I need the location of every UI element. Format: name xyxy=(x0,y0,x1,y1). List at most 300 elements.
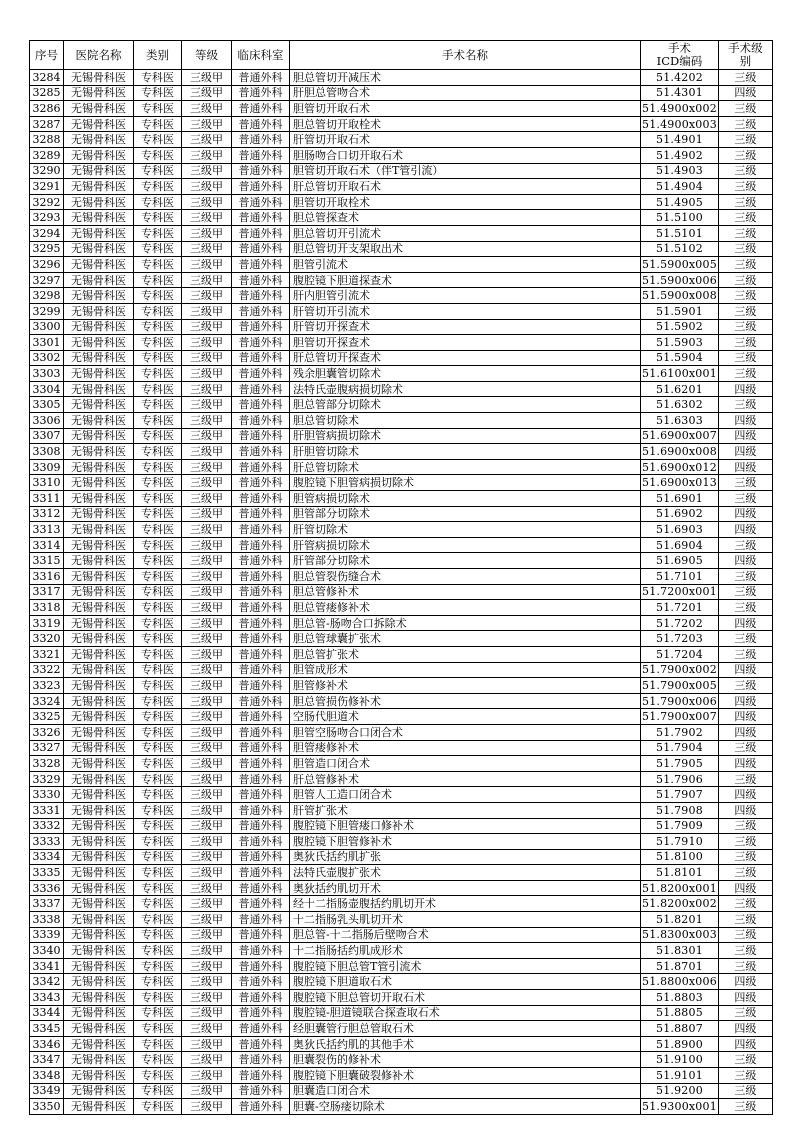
cell-hospital: 无锡骨科医 xyxy=(64,709,134,725)
cell-seq: 3326 xyxy=(30,724,64,740)
cell-surgery-name: 十二指肠乳头肌切开术 xyxy=(290,912,641,928)
cell-level: 三级甲 xyxy=(182,787,232,803)
cell-grade: 三级 xyxy=(718,537,772,553)
table-header xyxy=(30,41,773,70)
cell-category: 专科医 xyxy=(134,584,182,600)
cell-surgery-name: 肝胆管切除术 xyxy=(290,444,641,460)
cell-level: 三级甲 xyxy=(182,740,232,756)
cell-category: 专科医 xyxy=(134,865,182,881)
table-row xyxy=(30,272,773,288)
cell-surgery-name: 胆总管损伤修补术 xyxy=(290,693,641,709)
cell-level: 三级甲 xyxy=(182,927,232,943)
cell-department: 普通外科 xyxy=(232,272,290,288)
table-row xyxy=(30,132,773,148)
cell-hospital: 无锡骨科医 xyxy=(64,1099,134,1115)
cell-surgery-name: 胆总管探查术 xyxy=(290,210,641,226)
cell-surgery-name: 胆总管部分切除术 xyxy=(290,397,641,413)
cell-category: 专科医 xyxy=(134,631,182,647)
cell-icd-code: 51.6900x013 xyxy=(642,476,717,490)
cell-icd-code: 51.8800x006 xyxy=(642,975,717,989)
cell-hospital: 无锡骨科医 xyxy=(64,194,134,210)
cell-department: 普通外科 xyxy=(232,101,290,117)
cell-icd-code: 51.6902 xyxy=(641,506,719,522)
cell-seq: 3285 xyxy=(30,85,64,101)
cell-hospital: 无锡骨科医 xyxy=(64,740,134,756)
table-row xyxy=(30,475,773,491)
cell-seq: 3341 xyxy=(30,958,64,974)
table-row xyxy=(30,257,773,273)
cell-icd-code: 51.8701 xyxy=(641,958,719,974)
cell-hospital: 无锡骨科医 xyxy=(64,1068,134,1084)
cell-seq: 3321 xyxy=(30,646,64,662)
cell-level: 三级甲 xyxy=(182,319,232,335)
table-row xyxy=(30,818,773,834)
cell-grade: 三级 xyxy=(718,1068,772,1084)
cell-category: 专科医 xyxy=(134,288,182,304)
cell-department: 普通外科 xyxy=(232,444,290,460)
cell-department: 普通外科 xyxy=(232,397,290,413)
cell-seq: 3284 xyxy=(30,70,64,86)
cell-surgery-name: 胆总管切开引流术 xyxy=(290,225,641,241)
cell-seq: 3307 xyxy=(30,428,64,444)
cell-surgery-name: 胆总管修补术 xyxy=(290,584,641,600)
cell-level: 三级甲 xyxy=(182,880,232,896)
cell-surgery-name: 胆囊造口闭合术 xyxy=(290,1083,641,1099)
cell-icd-code: 51.6302 xyxy=(641,397,719,413)
cell-seq: 3347 xyxy=(30,1052,64,1068)
cell-seq: 3316 xyxy=(30,569,64,585)
cell-surgery-name: 肝管扩张术 xyxy=(290,802,641,818)
cell-icd-code: 51.8805 xyxy=(641,1005,719,1021)
cell-surgery-name: 腹腔镜下胆道探查术 xyxy=(290,272,641,288)
cell-category: 专科医 xyxy=(134,366,182,382)
cell-icd-code: 51.9200 xyxy=(641,1083,719,1099)
cell-department: 普通外科 xyxy=(232,1036,290,1052)
cell-category: 专科医 xyxy=(134,724,182,740)
cell-surgery-name: 肝总管切开取石术 xyxy=(290,179,641,195)
cell-level: 三级甲 xyxy=(182,849,232,865)
cell-seq: 3319 xyxy=(30,615,64,631)
cell-grade: 三级 xyxy=(718,834,772,850)
cell-grade: 四级 xyxy=(718,756,772,772)
cell-grade: 三级 xyxy=(718,194,772,210)
cell-department: 普通外科 xyxy=(232,319,290,335)
cell-grade: 三级 xyxy=(718,303,772,319)
cell-hospital: 无锡骨科医 xyxy=(64,678,134,694)
cell-hospital: 无锡骨科医 xyxy=(64,179,134,195)
cell-seq: 3350 xyxy=(30,1099,64,1115)
cell-level: 三级甲 xyxy=(182,912,232,928)
cell-hospital: 无锡骨科医 xyxy=(64,303,134,319)
cell-level: 三级甲 xyxy=(182,865,232,881)
cell-icd-code: 51.5904 xyxy=(641,350,719,366)
table-row xyxy=(30,771,773,787)
cell-icd-code: 51.4900x002 xyxy=(642,101,717,115)
cell-seq: 3306 xyxy=(30,413,64,429)
cell-category: 专科医 xyxy=(134,771,182,787)
table-row xyxy=(30,491,773,507)
cell-seq: 3333 xyxy=(30,834,64,850)
cell-hospital: 无锡骨科医 xyxy=(64,912,134,928)
cell-level: 三级甲 xyxy=(182,350,232,366)
cell-category: 专科医 xyxy=(134,834,182,850)
table-row xyxy=(30,912,773,928)
cell-hospital: 无锡骨科医 xyxy=(64,927,134,943)
cell-surgery-name: 肝胆管病损切除术 xyxy=(290,428,641,444)
cell-surgery-name: 胆总管切开取栓术 xyxy=(290,116,641,132)
table-row xyxy=(30,865,773,881)
cell-surgery-name: 胆囊-空肠瘘切除术 xyxy=(290,1099,641,1115)
cell-icd-code: 51.4900x003 xyxy=(642,117,717,131)
cell-grade: 四级 xyxy=(718,662,772,678)
cell-seq: 3315 xyxy=(30,553,64,569)
cell-seq: 3303 xyxy=(30,366,64,382)
cell-grade: 三级 xyxy=(718,927,772,943)
table-row xyxy=(30,537,773,553)
cell-category: 专科医 xyxy=(134,943,182,959)
cell-category: 专科医 xyxy=(134,116,182,132)
cell-seq: 3313 xyxy=(30,522,64,538)
cell-category: 专科医 xyxy=(134,459,182,475)
cell-grade: 三级 xyxy=(718,101,772,117)
cell-level: 三级甲 xyxy=(182,1052,232,1068)
cell-category: 专科医 xyxy=(134,210,182,226)
cell-grade: 三级 xyxy=(718,288,772,304)
cell-category: 专科医 xyxy=(134,818,182,834)
cell-icd-code: 51.4202 xyxy=(641,70,719,86)
header-row xyxy=(30,41,773,70)
cell-level: 三级甲 xyxy=(182,693,232,709)
cell-surgery-name: 经十二指肠壶腹括约肌切开术 xyxy=(290,896,641,912)
cell-department: 普通外科 xyxy=(232,880,290,896)
cell-hospital: 无锡骨科医 xyxy=(64,662,134,678)
cell-level: 三级甲 xyxy=(182,771,232,787)
cell-grade: 四级 xyxy=(718,381,772,397)
cell-surgery-name: 胆总管-肠吻合口拆除术 xyxy=(290,615,641,631)
cell-department: 普通外科 xyxy=(232,600,290,616)
cell-department: 普通外科 xyxy=(232,787,290,803)
cell-grade: 四级 xyxy=(718,880,772,896)
cell-category: 专科医 xyxy=(134,600,182,616)
header-department: 临床科室 xyxy=(232,41,290,70)
cell-level: 三级甲 xyxy=(182,990,232,1006)
cell-icd-code: 51.8201 xyxy=(641,912,719,928)
cell-hospital: 无锡骨科医 xyxy=(64,257,134,273)
cell-icd-code: 51.5900x008 xyxy=(642,289,717,303)
cell-department: 普通外科 xyxy=(232,958,290,974)
cell-grade: 三级 xyxy=(718,241,772,257)
table-row xyxy=(30,880,773,896)
cell-level: 三级甲 xyxy=(182,724,232,740)
cell-grade: 三级 xyxy=(718,631,772,647)
cell-icd-code: 51.8200x001 xyxy=(642,881,717,895)
cell-level: 三级甲 xyxy=(182,678,232,694)
cell-department: 普通外科 xyxy=(232,506,290,522)
cell-department: 普通外科 xyxy=(232,1068,290,1084)
cell-category: 专科医 xyxy=(134,397,182,413)
cell-department: 普通外科 xyxy=(232,241,290,257)
cell-department: 普通外科 xyxy=(232,537,290,553)
cell-department: 普通外科 xyxy=(232,1099,290,1115)
cell-department: 普通外科 xyxy=(232,818,290,834)
cell-grade: 四级 xyxy=(718,85,772,101)
cell-department: 普通外科 xyxy=(232,288,290,304)
cell-grade: 三级 xyxy=(718,147,772,163)
cell-surgery-name: 胆管切开取栓术 xyxy=(290,194,641,210)
cell-department: 普通外科 xyxy=(232,522,290,538)
cell-seq: 3297 xyxy=(30,272,64,288)
cell-category: 专科医 xyxy=(134,272,182,288)
cell-surgery-name: 胆管瘘修补术 xyxy=(290,740,641,756)
cell-level: 三级甲 xyxy=(182,1083,232,1099)
cell-hospital: 无锡骨科医 xyxy=(64,771,134,787)
header-grade: 手术级 别 xyxy=(718,41,772,70)
cell-category: 专科医 xyxy=(134,444,182,460)
cell-seq: 3289 xyxy=(30,147,64,163)
table-row xyxy=(30,615,773,631)
cell-hospital: 无锡骨科医 xyxy=(64,428,134,444)
cell-icd-code: 51.4901 xyxy=(641,132,719,148)
cell-level: 三级甲 xyxy=(182,943,232,959)
cell-department: 普通外科 xyxy=(232,132,290,148)
cell-level: 三级甲 xyxy=(182,818,232,834)
cell-grade: 三级 xyxy=(718,740,772,756)
cell-grade: 三级 xyxy=(718,1005,772,1021)
cell-surgery-name: 胆总管瘘修补术 xyxy=(290,600,641,616)
cell-level: 三级甲 xyxy=(182,444,232,460)
cell-category: 专科医 xyxy=(134,693,182,709)
cell-grade: 三级 xyxy=(718,896,772,912)
table-row xyxy=(30,569,773,585)
cell-surgery-name: 胆管切开取石术 xyxy=(290,101,641,117)
cell-seq: 3310 xyxy=(30,475,64,491)
cell-department: 普通外科 xyxy=(232,943,290,959)
cell-category: 专科医 xyxy=(134,1068,182,1084)
cell-seq: 3308 xyxy=(30,444,64,460)
cell-grade: 三级 xyxy=(718,771,772,787)
table-row xyxy=(30,366,773,382)
table-row xyxy=(30,974,773,990)
cell-surgery-name: 腹腔镜下胆管修补术 xyxy=(290,834,641,850)
cell-icd-code: 51.8301 xyxy=(641,943,719,959)
table-row xyxy=(30,428,773,444)
cell-department: 普通外科 xyxy=(232,116,290,132)
cell-category: 专科医 xyxy=(134,257,182,273)
cell-seq: 3332 xyxy=(30,818,64,834)
cell-icd-code: 51.7203 xyxy=(641,631,719,647)
table-row xyxy=(30,927,773,943)
cell-hospital: 无锡骨科医 xyxy=(64,491,134,507)
cell-icd-code: 51.7101 xyxy=(641,569,719,585)
cell-category: 专科医 xyxy=(134,1036,182,1052)
cell-category: 专科医 xyxy=(134,678,182,694)
cell-department: 普通外科 xyxy=(232,303,290,319)
cell-grade: 三级 xyxy=(718,678,772,694)
table-row xyxy=(30,241,773,257)
table-row xyxy=(30,1021,773,1037)
cell-hospital: 无锡骨科医 xyxy=(64,896,134,912)
cell-hospital: 无锡骨科医 xyxy=(64,506,134,522)
table-row xyxy=(30,116,773,132)
cell-grade: 三级 xyxy=(718,116,772,132)
cell-grade: 四级 xyxy=(718,553,772,569)
cell-hospital: 无锡骨科医 xyxy=(64,163,134,179)
cell-surgery-name: 胆总管切除术 xyxy=(290,413,641,429)
cell-grade: 三级 xyxy=(718,958,772,974)
cell-hospital: 无锡骨科医 xyxy=(64,958,134,974)
table-row xyxy=(30,678,773,694)
cell-department: 普通外科 xyxy=(232,631,290,647)
table-row xyxy=(30,413,773,429)
cell-level: 三级甲 xyxy=(182,85,232,101)
cell-seq: 3300 xyxy=(30,319,64,335)
cell-surgery-name: 肝胆总管吻合术 xyxy=(290,85,641,101)
cell-seq: 3286 xyxy=(30,101,64,117)
cell-icd-code: 51.6900x007 xyxy=(642,429,717,443)
cell-level: 三级甲 xyxy=(182,584,232,600)
cell-level: 三级甲 xyxy=(182,179,232,195)
cell-icd-code: 51.8300x003 xyxy=(642,928,717,942)
table-row xyxy=(30,1083,773,1099)
table-row xyxy=(30,179,773,195)
cell-level: 三级甲 xyxy=(182,428,232,444)
cell-department: 普通外科 xyxy=(232,257,290,273)
cell-icd-code: 51.6900x012 xyxy=(642,460,717,474)
cell-category: 专科医 xyxy=(134,709,182,725)
cell-icd-code: 51.7910 xyxy=(641,834,719,850)
table-row xyxy=(30,459,773,475)
cell-department: 普通外科 xyxy=(232,553,290,569)
cell-category: 专科医 xyxy=(134,569,182,585)
cell-surgery-name: 胆总管裂伤缝合术 xyxy=(290,569,641,585)
table-row xyxy=(30,210,773,226)
cell-surgery-name: 腹腔镜下胆道取石术 xyxy=(290,974,641,990)
cell-hospital: 无锡骨科医 xyxy=(64,319,134,335)
cell-hospital: 无锡骨科医 xyxy=(64,756,134,772)
cell-hospital: 无锡骨科医 xyxy=(64,646,134,662)
cell-surgery-name: 胆管部分切除术 xyxy=(290,506,641,522)
cell-department: 普通外科 xyxy=(232,381,290,397)
cell-icd-code: 51.7908 xyxy=(641,802,719,818)
cell-surgery-name: 胆管造口闭合术 xyxy=(290,756,641,772)
cell-level: 三级甲 xyxy=(182,288,232,304)
cell-level: 三级甲 xyxy=(182,646,232,662)
cell-department: 普通外科 xyxy=(232,912,290,928)
cell-icd-code: 51.7200x001 xyxy=(642,585,717,599)
cell-hospital: 无锡骨科医 xyxy=(64,834,134,850)
cell-icd-code: 51.9300x001 xyxy=(642,1099,717,1113)
cell-icd-code: 51.7201 xyxy=(641,600,719,616)
cell-grade: 四级 xyxy=(718,444,772,460)
cell-level: 三级甲 xyxy=(182,491,232,507)
cell-department: 普通外科 xyxy=(232,1005,290,1021)
table-row xyxy=(30,1005,773,1021)
cell-hospital: 无锡骨科医 xyxy=(64,865,134,881)
cell-grade: 四级 xyxy=(718,802,772,818)
cell-level: 三级甲 xyxy=(182,397,232,413)
cell-category: 专科医 xyxy=(134,85,182,101)
cell-level: 三级甲 xyxy=(182,163,232,179)
cell-grade: 三级 xyxy=(718,319,772,335)
cell-hospital: 无锡骨科医 xyxy=(64,397,134,413)
cell-surgery-name: 十二指肠括约肌成形术 xyxy=(290,943,641,959)
cell-level: 三级甲 xyxy=(182,413,232,429)
cell-grade: 四级 xyxy=(718,522,772,538)
cell-grade: 三级 xyxy=(718,335,772,351)
cell-level: 三级甲 xyxy=(182,1036,232,1052)
cell-surgery-name: 胆管引流术 xyxy=(290,257,641,273)
cell-surgery-name: 空肠代胆道术 xyxy=(290,709,641,725)
cell-surgery-name: 法特氏壶腹扩张术 xyxy=(290,865,641,881)
table-row xyxy=(30,1036,773,1052)
cell-seq: 3287 xyxy=(30,116,64,132)
cell-department: 普通外科 xyxy=(232,678,290,694)
cell-seq: 3312 xyxy=(30,506,64,522)
cell-department: 普通外科 xyxy=(232,802,290,818)
cell-icd-code: 51.7907 xyxy=(641,787,719,803)
table-row xyxy=(30,319,773,335)
cell-icd-code: 51.4904 xyxy=(641,179,719,195)
cell-department: 普通外科 xyxy=(232,491,290,507)
cell-category: 专科医 xyxy=(134,787,182,803)
cell-department: 普通外科 xyxy=(232,771,290,787)
cell-level: 三级甲 xyxy=(182,381,232,397)
cell-hospital: 无锡骨科医 xyxy=(64,1005,134,1021)
cell-seq: 3334 xyxy=(30,849,64,865)
cell-icd-code: 51.9100 xyxy=(641,1052,719,1068)
cell-seq: 3345 xyxy=(30,1021,64,1037)
cell-grade: 四级 xyxy=(718,615,772,631)
table-row xyxy=(30,631,773,647)
cell-surgery-name: 胆囊裂伤的修补术 xyxy=(290,1052,641,1068)
cell-seq: 3302 xyxy=(30,350,64,366)
cell-seq: 3331 xyxy=(30,802,64,818)
cell-seq: 3293 xyxy=(30,210,64,226)
cell-category: 专科医 xyxy=(134,179,182,195)
table-row xyxy=(30,990,773,1006)
cell-icd-code: 51.6201 xyxy=(641,381,719,397)
cell-level: 三级甲 xyxy=(182,662,232,678)
cell-category: 专科医 xyxy=(134,740,182,756)
cell-hospital: 无锡骨科医 xyxy=(64,444,134,460)
cell-hospital: 无锡骨科医 xyxy=(64,631,134,647)
cell-level: 三级甲 xyxy=(182,958,232,974)
cell-hospital: 无锡骨科医 xyxy=(64,350,134,366)
cell-department: 普通外科 xyxy=(232,147,290,163)
document-page xyxy=(29,40,773,1115)
cell-level: 三级甲 xyxy=(182,834,232,850)
cell-hospital: 无锡骨科医 xyxy=(64,381,134,397)
cell-surgery-name: 胆总管球囊扩张术 xyxy=(290,631,641,647)
table-row xyxy=(30,163,773,179)
cell-level: 三级甲 xyxy=(182,1068,232,1084)
cell-seq: 3318 xyxy=(30,600,64,616)
cell-hospital: 无锡骨科医 xyxy=(64,225,134,241)
cell-surgery-name: 腹腔镜-胆道镜联合探查取石术 xyxy=(290,1005,641,1021)
table-row xyxy=(30,225,773,241)
cell-hospital: 无锡骨科医 xyxy=(64,522,134,538)
cell-grade: 三级 xyxy=(718,257,772,273)
cell-surgery-name: 腹腔镜下胆管病损切除术 xyxy=(290,475,641,491)
cell-hospital: 无锡骨科医 xyxy=(64,1083,134,1099)
table-row xyxy=(30,303,773,319)
cell-department: 普通外科 xyxy=(232,724,290,740)
header-seq: 序号 xyxy=(30,41,64,70)
table-row xyxy=(30,740,773,756)
table-row xyxy=(30,444,773,460)
cell-surgery-name: 胆管修补术 xyxy=(290,678,641,694)
cell-category: 专科医 xyxy=(134,1021,182,1037)
